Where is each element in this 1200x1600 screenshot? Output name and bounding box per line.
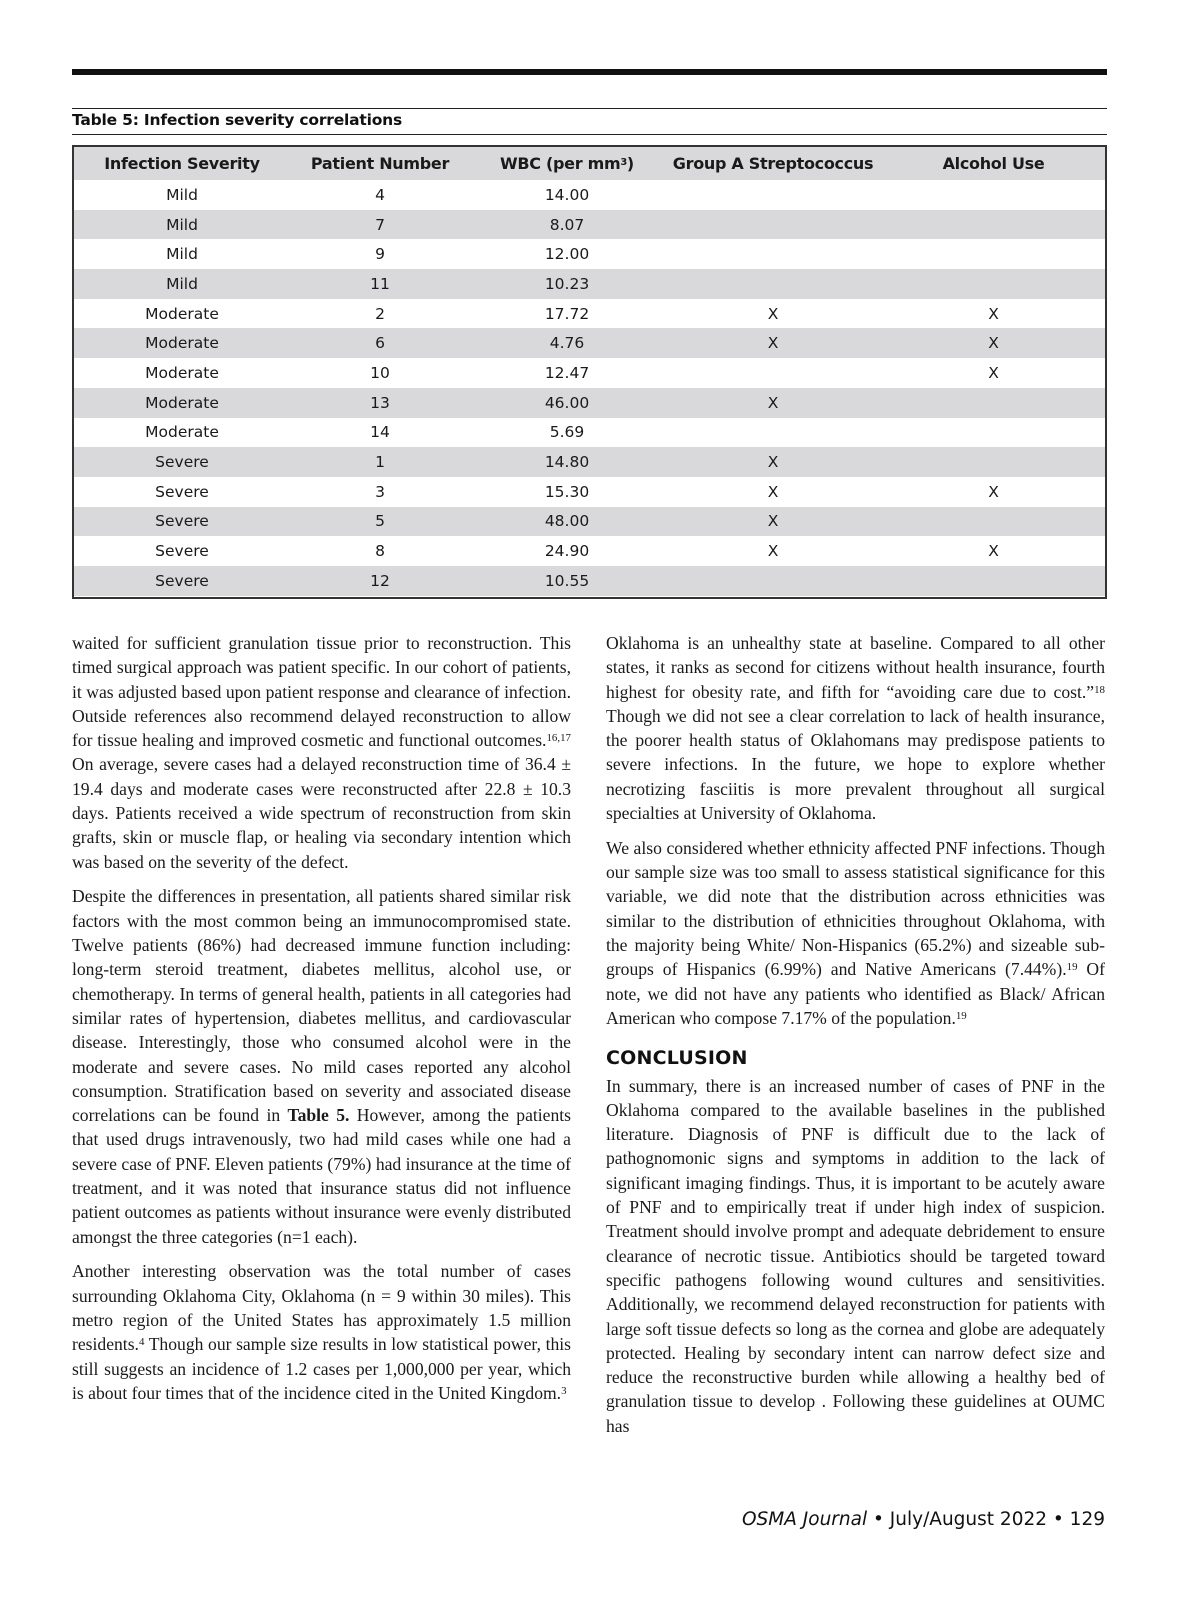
header-wbc	[470, 147, 664, 180]
cell-group-a-strep: X	[664, 507, 882, 537]
cell-severity: Moderate	[74, 358, 290, 388]
cell-alcohol-use: X	[882, 477, 1105, 507]
text-run: Though we did not see a clear correlation to lack of health insurance, the poorer health status of Oklahomans may predispose patients to severe infections. In the future, we hope to explore whether necrotizing fasciitis is more prevalent throughout all surgical specialties at University of Oklahoma.	[606, 705, 1105, 824]
cell-group-a-strep	[664, 180, 882, 210]
cell-alcohol-use	[882, 180, 1105, 210]
cell-group-a-strep: X	[664, 388, 882, 418]
cell-severity: Moderate	[74, 388, 290, 418]
paragraph	[606, 836, 1105, 1030]
text-run: On average, severe cases had a delayed reconstruction time of 36.4 ± 19.4 days and moderate cases were reconstructed after 22.8 ± 10.3 days. Patients received a wide spectrum of reconstruction from skin grafts, skin or muscle flap, or healing via secondary intention which was based on the severity of the defect.	[72, 754, 571, 872]
cell-severity: Mild	[74, 180, 290, 210]
cell-group-a-strep: X	[664, 447, 882, 477]
cell-group-a-strep: X	[664, 299, 882, 329]
cell-wbc: 46.00	[470, 388, 664, 418]
cell-wbc: 15.30	[470, 477, 664, 507]
citation: 18	[1094, 683, 1105, 696]
table-row	[74, 180, 1105, 210]
cell-group-a-strep: X	[664, 328, 882, 358]
cell-severity: Mild	[74, 239, 290, 269]
cell-patient-number: 14	[290, 418, 470, 448]
text-run: Though our sample size results in low statistical power, this still suggests an incidence of 1.2 cases per 1,000,000 per year, which is about four times that of the incidence cited in the United Kingdom.	[72, 1334, 571, 1403]
table-row	[74, 239, 1105, 269]
text-run: Oklahoma is an unhealthy state at baseline. Compared to all other states, it ranks as second for citizens without health insurance, fourth highest for obesity rate, and fifth for “avoiding care due to cost.”	[606, 633, 1105, 702]
cell-wbc: 17.72	[470, 299, 664, 329]
paragraph	[606, 631, 1105, 825]
cell-patient-number: 7	[290, 210, 470, 240]
table-caption: Table 5: Infection severity correlations	[72, 111, 403, 129]
cell-group-a-strep	[664, 358, 882, 388]
cell-group-a-strep	[664, 418, 882, 448]
header-wbc-label: WBC (per mm	[500, 154, 621, 173]
cell-alcohol-use	[882, 418, 1105, 448]
table-row	[74, 388, 1105, 418]
cell-patient-number: 5	[290, 507, 470, 537]
cell-wbc: 8.07	[470, 210, 664, 240]
paragraph	[72, 1259, 571, 1405]
journal-name: OSMA Journal	[742, 1509, 868, 1530]
citation: 3	[561, 1385, 567, 1397]
cell-wbc: 14.80	[470, 447, 664, 477]
cell-alcohol-use	[882, 507, 1105, 537]
top-rule	[72, 69, 1107, 75]
cell-severity: Mild	[74, 210, 290, 240]
cell-wbc: 4.76	[470, 328, 664, 358]
right-column	[606, 631, 1105, 1449]
cell-alcohol-use	[882, 239, 1105, 269]
citation: 19	[955, 1010, 967, 1023]
header-alcohol-use: Alcohol Use	[882, 147, 1105, 180]
table-reference: Table 5.	[287, 1105, 350, 1126]
cell-group-a-strep: X	[664, 536, 882, 566]
cell-severity: Severe	[74, 447, 290, 477]
cell-alcohol-use	[882, 388, 1105, 418]
table-row	[74, 447, 1105, 477]
table-row	[74, 328, 1105, 358]
cell-wbc: 12.47	[470, 358, 664, 388]
cell-patient-number: 3	[290, 477, 470, 507]
cell-alcohol-use: X	[882, 328, 1105, 358]
cell-wbc: 14.00	[470, 180, 664, 210]
text-run: Another interesting observation was the total number of cases surrounding Oklahoma City, Oklahoma (n = 9 within 30 miles). This metro region of the United States has approximately 1.5 million residents.	[72, 1261, 571, 1355]
table-row	[74, 507, 1105, 537]
cell-patient-number: 8	[290, 536, 470, 566]
caption-rule-bottom	[72, 134, 1107, 135]
cell-patient-number: 2	[290, 299, 470, 329]
text-run: However, among the patients that used drugs intravenously, two had mild cases while one had a severe case of PNF. Eleven patients (79%) had insurance at the time of treatment, and it was noted that insurance status did not influence patient outcomes as patients without insurance were evenly distributed amongst the three categories (n=1 each).	[72, 1105, 572, 1247]
left-column	[72, 631, 571, 1416]
paragraph	[72, 884, 571, 1248]
cell-wbc: 5.69	[470, 418, 664, 448]
table-row	[74, 358, 1105, 388]
cell-patient-number: 6	[290, 328, 470, 358]
cell-patient-number: 11	[290, 269, 470, 299]
table-header-row	[74, 147, 1105, 180]
citation: 4	[138, 1336, 145, 1349]
cell-patient-number: 10	[290, 358, 470, 388]
text-run: Despite the differences in presentation, all patients shared similar risk factors with the most common being an immunocompromised state. Twelve patients (86%) had decreased immune function including: long-term steroid treatment, diabetes mellitus, alcohol use, or chemotherapy. In terms of general health, patients in all categories had similar rates of hypertension, diabetes mellitus, and cardiovascular disease. Interestingly, those who consumed alcohol were in the moderate and severe cases. No mild cases reported any alcohol consumption. Stratification based on severity and associated disease correlations can be found in	[72, 886, 571, 1126]
cell-wbc: 48.00	[470, 507, 664, 537]
table-row	[74, 536, 1105, 566]
cell-alcohol-use	[882, 566, 1105, 596]
table-row	[74, 210, 1105, 240]
header-infection-severity: Infection Severity	[74, 147, 290, 180]
cell-alcohol-use	[882, 269, 1105, 299]
cell-wbc: 12.00	[470, 239, 664, 269]
text-run: waited for sufficient granulation tissue prior to reconstruction. This timed surgical approach was patient specific. In our cohort of patients, it was adjusted based upon patient response and clearance of infection. Outside references also recommend delayed reconstruction to allow for tissue healing and improved cosmetic and functional outcomes.	[72, 633, 571, 751]
cell-wbc: 24.90	[470, 536, 664, 566]
cell-group-a-strep	[664, 239, 882, 269]
header-wbc-superscript: 3	[620, 156, 627, 168]
cell-severity: Severe	[74, 536, 290, 566]
table-row	[74, 566, 1105, 596]
cell-severity: Mild	[74, 269, 290, 299]
cell-alcohol-use: X	[882, 358, 1105, 388]
text-run: We also considered whether ethnicity affected PNF infections. Though our sample size was too small to assess statistical significance for this variable, we did note that the distribution across ethnicities was similar to the distribution of ethnicities throughout Oklahoma, with the majority being White/ Non-Hispanics (65.2%) and sizeable sub-groups of Hispanics (6.99%) and Native Americans (7.44%).	[606, 837, 1105, 980]
cell-wbc: 10.23	[470, 269, 664, 299]
footer-date-page: • July/August 2022 • 129	[867, 1509, 1105, 1530]
cell-group-a-strep	[664, 566, 882, 596]
cell-severity: Severe	[74, 477, 290, 507]
header-group-a-strep: Group A Streptococcus	[664, 147, 882, 180]
cell-patient-number: 13	[290, 388, 470, 418]
cell-group-a-strep	[664, 210, 882, 240]
paragraph	[72, 631, 571, 874]
severity-table	[72, 145, 1107, 599]
cell-severity: Moderate	[74, 328, 290, 358]
cell-patient-number: 12	[290, 566, 470, 596]
header-wbc-close: )	[626, 154, 634, 173]
header-patient-number: Patient Number	[290, 147, 470, 180]
cell-severity: Severe	[74, 566, 290, 596]
cell-group-a-strep	[664, 269, 882, 299]
cell-alcohol-use	[882, 447, 1105, 477]
cell-alcohol-use: X	[882, 536, 1105, 566]
text-run: Of note, we did not have any patients who identified as Black/ African American who compose 7.17% of the population.	[606, 959, 1105, 1028]
cell-alcohol-use	[882, 210, 1105, 240]
table-row	[74, 418, 1105, 448]
table-row	[74, 477, 1105, 507]
citation: 16,17	[546, 732, 571, 745]
citation: 19	[1066, 961, 1078, 974]
cell-patient-number: 4	[290, 180, 470, 210]
page-footer	[742, 1509, 1105, 1530]
conclusion-heading: CONCLUSION	[606, 1047, 748, 1070]
cell-severity: Severe	[74, 507, 290, 537]
cell-wbc: 10.55	[470, 566, 664, 596]
cell-severity: Moderate	[74, 418, 290, 448]
caption-rule-top	[72, 108, 1107, 109]
cell-patient-number: 1	[290, 447, 470, 477]
table-row	[74, 299, 1105, 329]
table-row	[74, 269, 1105, 299]
cell-group-a-strep: X	[664, 477, 882, 507]
cell-severity: Moderate	[74, 299, 290, 329]
cell-alcohol-use: X	[882, 299, 1105, 329]
cell-patient-number: 9	[290, 239, 470, 269]
paragraph: In summary, there is an increased number of cases of PNF in the Oklahoma compared to the available baselines in the published literature. Diagnosis of PNF is difficult due to the lack of pathognomonic signs and symptoms in addition to the lack of significant imaging findings. Thus, it is important to be acutely aware of PNF and to empirically treat if under high index of suspicion. Treatment should involve prompt and adequate debridement to ensure clearance of necrotic tissue. Antibiotics should be targeted toward specific pathogens following wound cultures and sensitivities. Additionally, we recommend delayed reconstruction for patients with large soft tissue defects so long as the cornea and globe are adequately protected. Healing by secondary intent can narrow defect size and reduce the reconstructive burden while allowing a healthy bed of granulation tissue to develop . Following these guidelines at OUMC has	[606, 1075, 1105, 1436]
